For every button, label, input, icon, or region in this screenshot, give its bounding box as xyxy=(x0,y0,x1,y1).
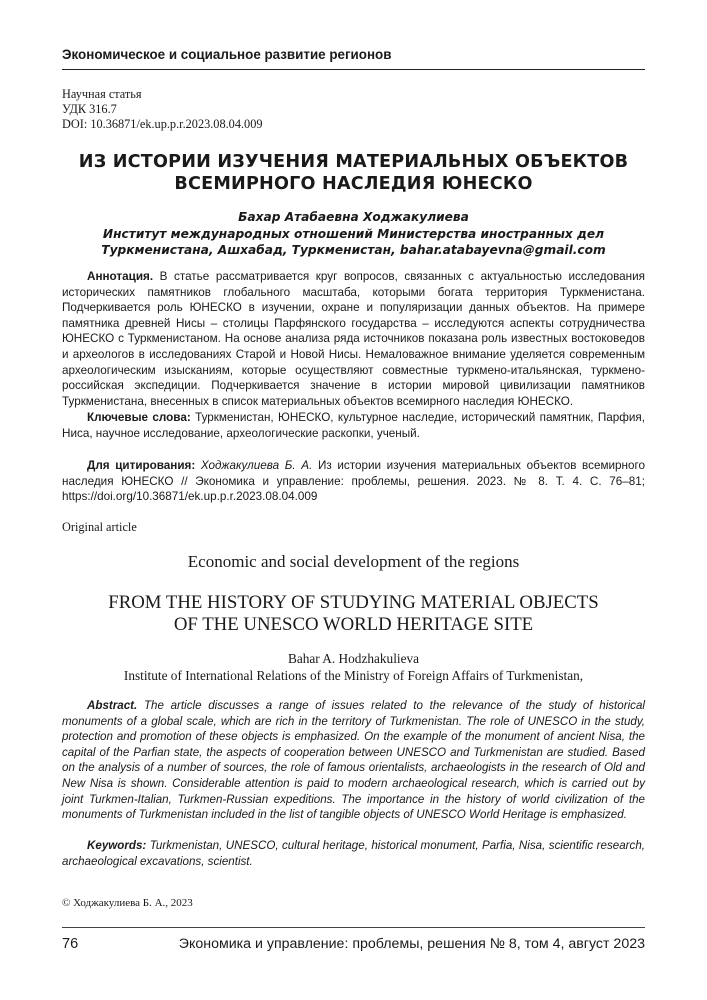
ru-keywords-text: Туркменистан, ЮНЕСКО, культурное наследие, исторический памятник, Парфия, Ниса, научное исследование, археологические раскопки, ученый. xyxy=(62,411,645,440)
ru-citation-label: Для цитирования: xyxy=(87,459,196,472)
ru-author-name: Бахар Атабаевна Ходжакулиева xyxy=(238,210,469,224)
en-abstract-label: Abstract. xyxy=(87,699,138,712)
ru-article-title: ИЗ ИСТОРИИ ИЗУЧЕНИЯ МАТЕРИАЛЬНЫХ ОБЪЕКТОВ ВСЕМИРНОГО НАСЛЕДИЯ ЮНЕСКО xyxy=(78,152,629,194)
ru-citation-text: Из истории изучения материальных объектов всемирного наследия ЮНЕСКО // Экономика и управление: проблемы, решения. 2023. № 8. Т. 4. С. 76–81; https://doi.org/10.36871/ek.up.p.r.2023.08.04.009 xyxy=(62,459,645,504)
copyright-notice: © Ходжакулиева Б. А., 2023 xyxy=(62,897,193,909)
page-number: 76 xyxy=(62,936,79,952)
ru-keywords-label: Ключевые слова: xyxy=(87,411,191,424)
ru-citation xyxy=(62,458,645,505)
ru-abstract xyxy=(62,269,645,409)
en-author-name: Bahar A. Hodzhakulieva xyxy=(287,651,420,666)
article-type: Научная статья xyxy=(62,87,142,101)
en-title-line-1: FROM THE HISTORY OF STUDYING MATERIAL OBJECTS xyxy=(108,592,599,613)
header-divider xyxy=(62,69,645,70)
en-keywords xyxy=(62,838,645,869)
en-abstract xyxy=(62,698,645,823)
en-keywords-text: Turkmenistan, UNESCO, cultural heritage, historical monument, Parfia, Nisa, scientific research, archaeological excavations, scientist. xyxy=(62,839,645,868)
en-author-block xyxy=(62,650,645,684)
en-article-title xyxy=(62,592,645,636)
ru-keywords xyxy=(62,410,645,441)
journal-info: Экономика и управление: проблемы, решения № 8, том 4, август 2023 xyxy=(178,936,645,952)
en-abstract-text: The article discusses a range of issues related to the relevance of the study of historical monuments of a global scale, which are rich in the territory of Turkmenistan. The role of UNESCO in the study, protection and promotion of these objects is emphasized. On the example of the monument of ancient Nisa, the capital of the Parfian state, the aspects of cooperation between UNESCO and Turkmenistan are studied. Based on the analysis of a number of sources, the role of famous orientalists, archaeologists in the research of Old and New Nisa is shown. Considerable attention is paid to modern archaeological research, which is carried out by joint Turkmen-Italian, Turkmen-Russian expeditions. The importance in the history of world civilization of the monuments of Turkmenistan included in the list of tangible objects of UNESCO World Heritage is emphasized. xyxy=(62,699,645,822)
doi: DOI: 10.36871/ek.up.p.r.2023.08.04.009 xyxy=(62,117,263,132)
en-article-type: Original article xyxy=(62,520,137,534)
ru-abstract-text: В статье рассматривается круг вопросов, связанных с актуальностью исследования исторических памятников глобального масштаба, которыми богата территория Туркменистана. Подчеркивается роль ЮНЕСКО в изучении, охране и популяризации данных объектов. На примере памятника древней Нисы – столицы Парфянского государства – исследуются аспекты сотрудничества ЮНЕСКО с Туркменистаном. На основе анализа ряда источников показана роль известных востоковедов и археологов в исследованиях Старой и Новой Нисы. Немаловажное внимание уделяется современным археологическим изысканиям, которые осуществляют совместные туркмено-итальянская, туркмено-российская экспедиции. Подчеркивается значение в истории мировой цивилизации памятников Туркменистана, внесенных в список материальных объектов всемирного наследия ЮНЕСКО. xyxy=(62,270,645,408)
ru-author-block xyxy=(62,209,645,259)
en-title-line-2: OF THE UNESCO WORLD HERITAGE SITE xyxy=(173,614,534,635)
ru-citation-author: Ходжакулиева Б. А. xyxy=(195,459,313,472)
footer-divider xyxy=(62,927,645,928)
en-section-title: Economic and social development of the regions xyxy=(187,552,520,571)
ru-abstract-label: Аннотация. xyxy=(87,270,154,283)
article-meta xyxy=(62,87,263,133)
ru-affiliation-line-1: Институт международных отношений Министерства иностранных дел xyxy=(102,226,605,241)
udk-code: УДК 316.7 xyxy=(62,102,117,117)
en-keywords-label: Keywords: xyxy=(87,839,147,852)
ru-affiliation-line-2: Туркменистана, Ашхабад, Туркменистан, bahar.atabayevna@gmail.com xyxy=(101,243,606,257)
running-header: Экономическое и социальное развитие регионов xyxy=(62,47,392,62)
en-affiliation: Institute of International Relations of the Ministry of Foreign Affairs of Turkmenistan, xyxy=(123,668,584,683)
